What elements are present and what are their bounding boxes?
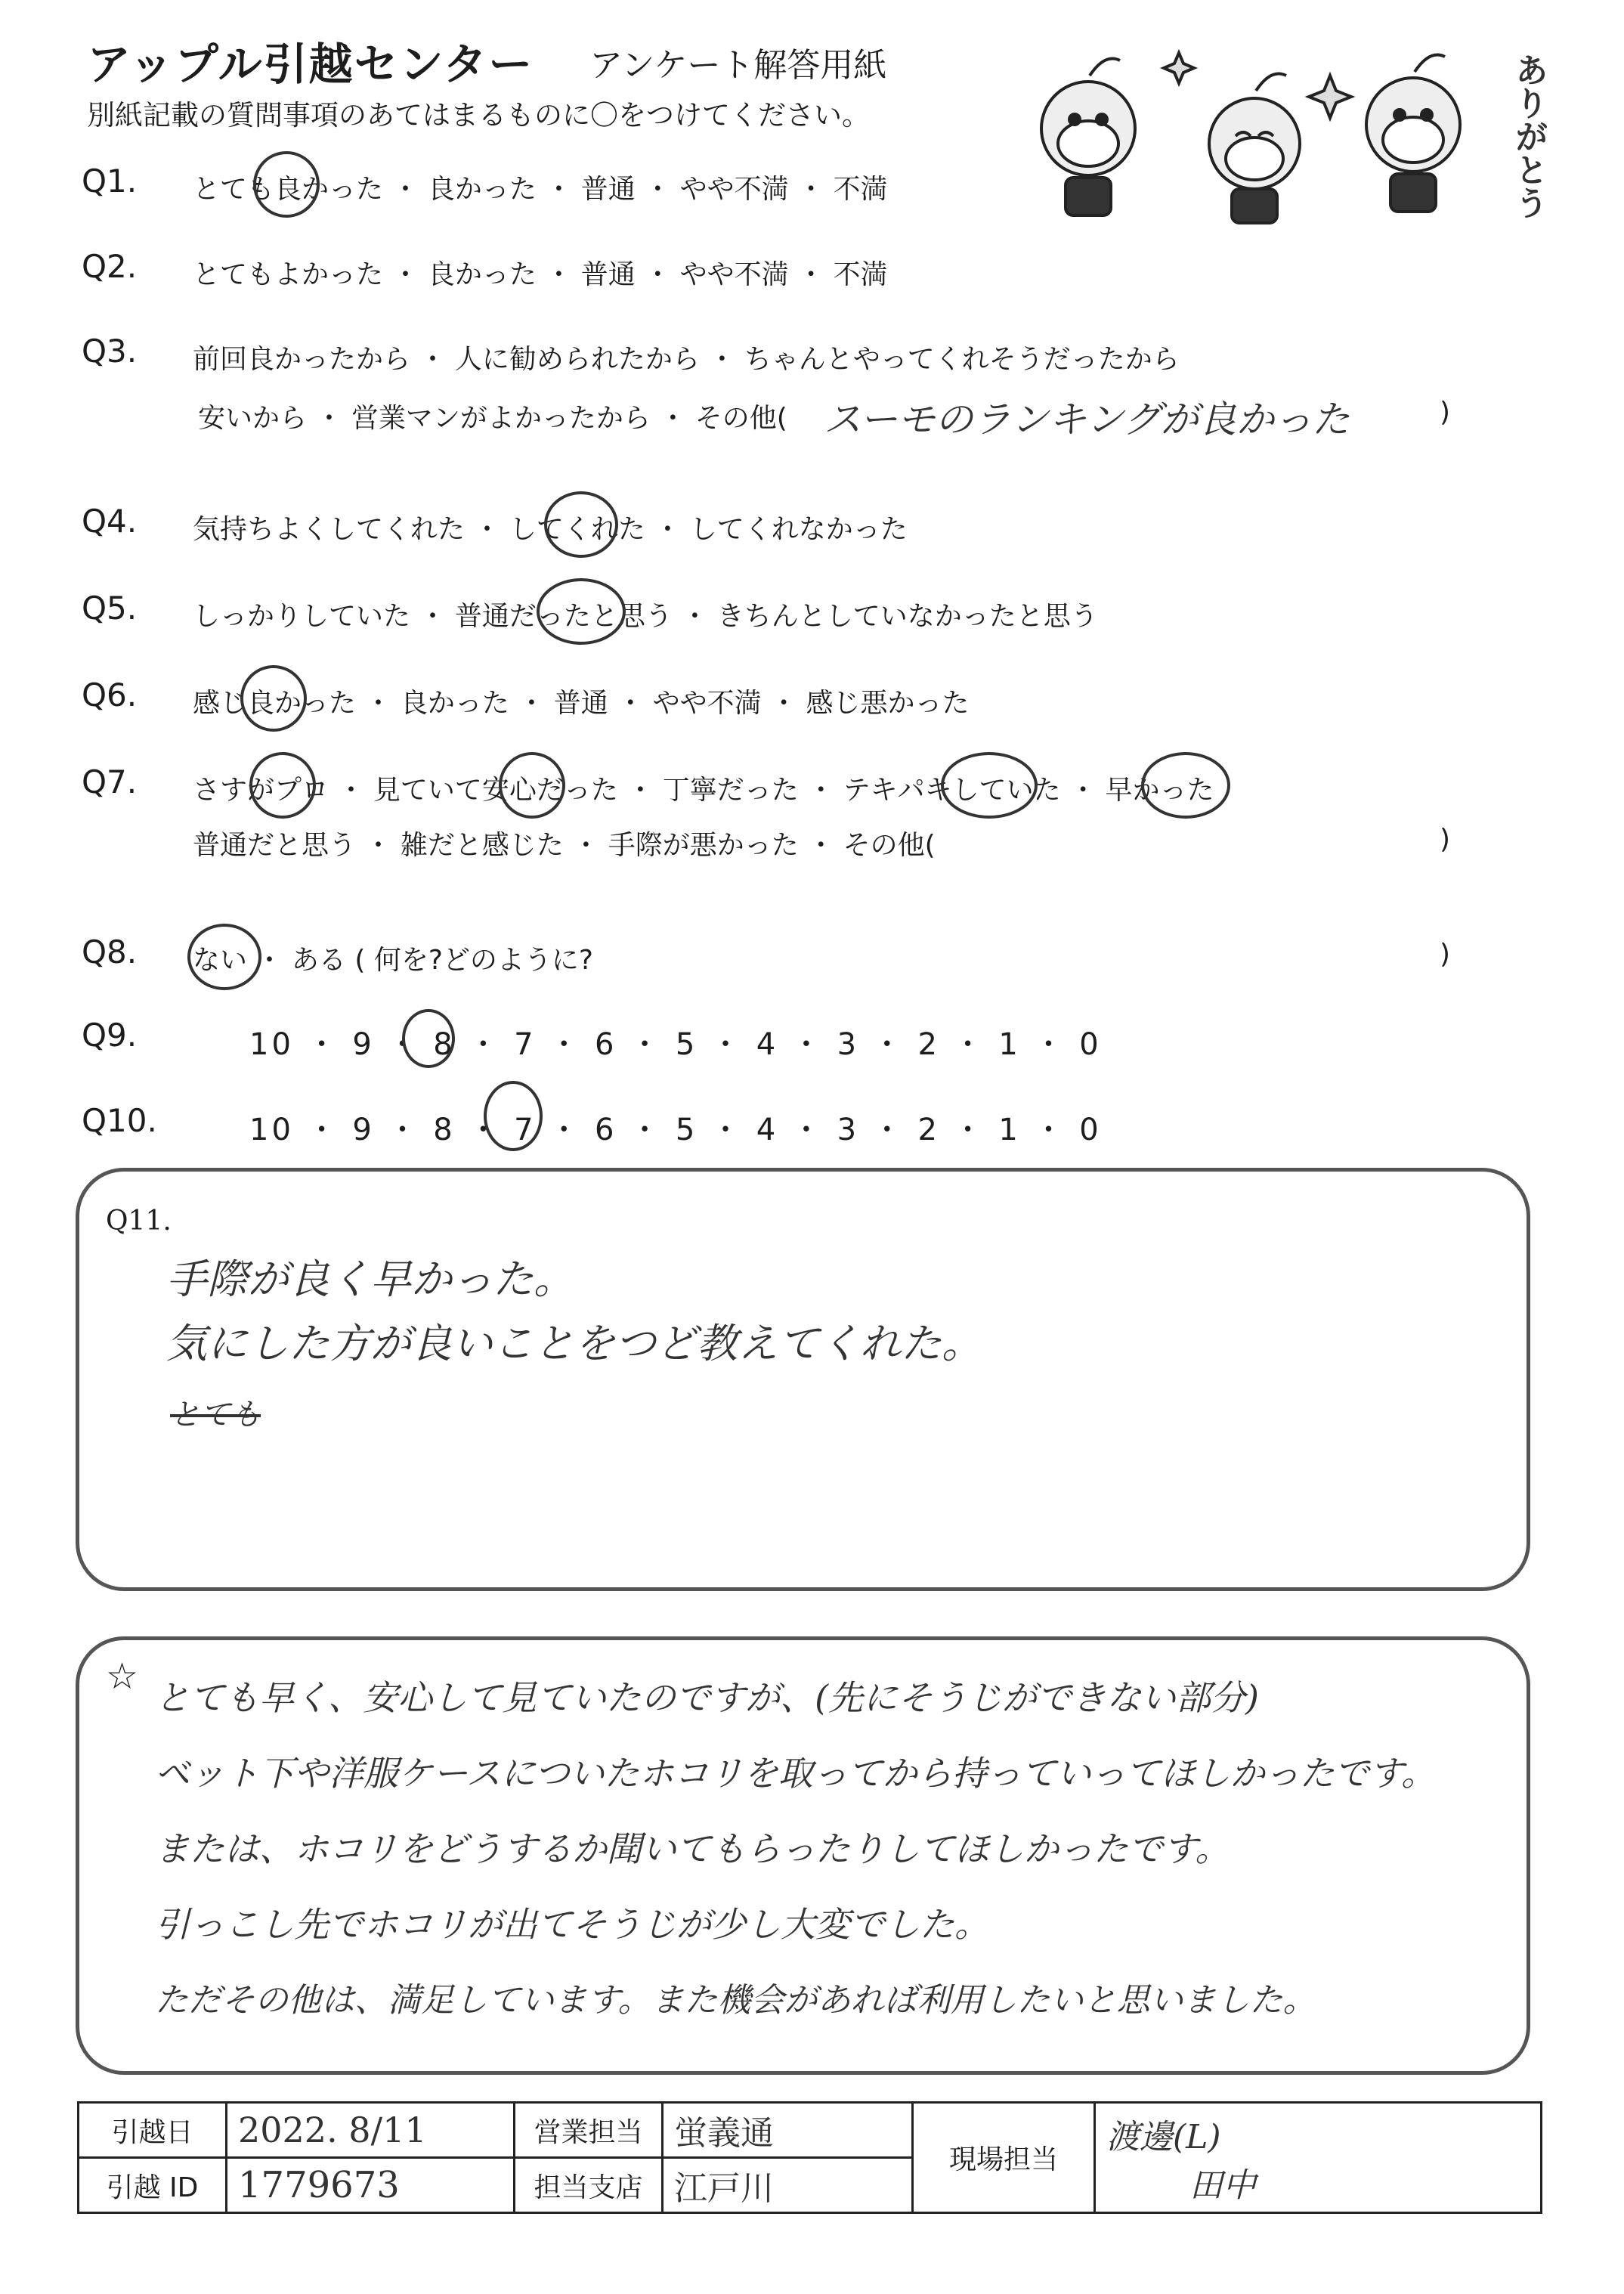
- q7-answer-circle-1: [249, 752, 316, 819]
- star-icon: ☆: [106, 1655, 139, 1698]
- site-staff-value: [1095, 2103, 1542, 2213]
- q11-line-1: 手際が良く早かった。: [166, 1255, 574, 1303]
- moving-id-label: 引越 ID: [79, 2158, 227, 2213]
- q7-label: Q7.: [82, 763, 138, 800]
- q9-answer-circle: [402, 1009, 455, 1068]
- q11-line-2: 気にした方が良いことをつど教えてくれた。: [166, 1320, 982, 1367]
- q4-options: 気持ちよくしてくれた ・ してくれた ・ してくれなかった: [193, 514, 908, 545]
- q2-options: とてもよかった ・ 良かった ・ 普通 ・ やや不満 ・ 不満: [193, 259, 888, 290]
- mascot-illustration: [1005, 30, 1549, 234]
- moving-date-label: 引越日: [79, 2103, 227, 2158]
- q1-label: Q1.: [82, 163, 138, 200]
- q8-label: Q8.: [82, 933, 138, 971]
- q1-options: とても良かった ・ 良かった ・ 普通 ・ やや不満 ・ 不満: [193, 174, 888, 205]
- comment-line-1: とても早く、安心して見ていたのですが、(先にそうじができない部分): [155, 1677, 1259, 1718]
- comment-line-3: または、ホコリをどうするか聞いてもらったりしてほしかったです。: [155, 1828, 1230, 1869]
- sales-staff-value: 蛍義通: [663, 2103, 913, 2158]
- q11-label: Q11.: [106, 1206, 172, 1237]
- q5-options: しっかりしていた ・ 普通だったと思う ・ きちんとしていなかったと思う: [193, 601, 1098, 632]
- moving-date-value: 2022. 8/11: [227, 2103, 515, 2158]
- q3-options: 前回良かったから ・ 人に勧められたから ・ ちゃんとやってくれそうだったから: [193, 344, 1180, 375]
- q3-label: Q3.: [82, 333, 138, 370]
- q9-scale: 10 ・ 9 ・ 8 ・ 7 ・ 6 ・ 5 ・ 4 ・ 3 ・ 2 ・ 1 ・ 0: [249, 1027, 1102, 1062]
- q7-answer-circle-4: [1141, 752, 1230, 819]
- q11-struck-text: とても: [170, 1398, 261, 1432]
- company-title: アップル引越センター: [87, 39, 534, 90]
- q3-options-2: 安いから ・ 営業マンがよかったから ・ その他(: [198, 403, 787, 434]
- q1-answer-circle: [253, 151, 320, 218]
- site-staff-2: 田中: [1189, 2166, 1256, 2205]
- arigatou-text: ありがとう: [1509, 53, 1548, 219]
- q3-handwritten-answer: スーモのランキングが良かった: [824, 398, 1350, 441]
- q7-answer-circle-3: [941, 752, 1038, 819]
- q7-options: さすがプロ ・ 見ていて安心だった ・ 丁寧だった ・ テキパキしていた ・ 早かった: [193, 775, 1214, 806]
- form-subtitle: アンケート解答用紙: [589, 46, 887, 85]
- q7-close-paren: ): [1440, 824, 1451, 855]
- q10-answer-circle: [484, 1081, 543, 1151]
- q9-label: Q9.: [82, 1017, 138, 1054]
- moving-id-value: 1779673: [227, 2158, 515, 2213]
- q4-answer-circle: [544, 491, 618, 558]
- q5-answer-circle: [537, 578, 626, 645]
- branch-value: 江戸川: [663, 2158, 913, 2213]
- q5-label: Q5.: [82, 590, 138, 627]
- q6-options: 感じ良かった ・ 良かった ・ 普通 ・ やや不満 ・ 感じ悪かった: [193, 688, 970, 719]
- q7-options-2: 普通だと思う ・ 雑だと感じた ・ 手際が悪かった ・ その他(: [193, 830, 936, 861]
- q3-close-paren: ): [1440, 397, 1451, 428]
- q7-answer-circle-2: [499, 752, 565, 819]
- q10-scale: 10 ・ 9 ・ 8 ・ 7 ・ 6 ・ 5 ・ 4 ・ 3 ・ 2 ・ 1 ・ 0: [249, 1113, 1102, 1147]
- sales-staff-label: 営業担当: [515, 2103, 663, 2158]
- info-table: [77, 2101, 1542, 2214]
- instruction-text: 別紙記載の質問事項のあてはまるものに〇をつけてください。: [87, 99, 870, 132]
- site-staff-1: 渡邊(L): [1106, 2117, 1221, 2156]
- comment-line-5: ただその他は、満足しています。また機会があれば利用したいと思いました。: [155, 1981, 1316, 2020]
- branch-label: 担当支店: [515, 2158, 663, 2213]
- q8-answer-circle: [187, 924, 261, 990]
- q10-label: Q10.: [82, 1102, 157, 1139]
- q8-close-paren: ): [1440, 939, 1451, 970]
- q11-box: [76, 1168, 1530, 1591]
- q6-label: Q6.: [82, 676, 138, 714]
- q2-label: Q2.: [82, 248, 138, 285]
- q6-answer-circle: [240, 665, 307, 732]
- site-staff-label: 現場担当: [913, 2103, 1095, 2213]
- q8-options: ない ・ ある ( 何を?どのように?: [193, 945, 594, 976]
- comment-line-4: 引っこし先でホコリが出てそうじが少し大変でした。: [155, 1904, 989, 1945]
- comment-line-2: ベット下や洋服ケースについたホコリを取ってから持っていってほしかったです。: [155, 1753, 1437, 1794]
- q4-label: Q4.: [82, 503, 138, 540]
